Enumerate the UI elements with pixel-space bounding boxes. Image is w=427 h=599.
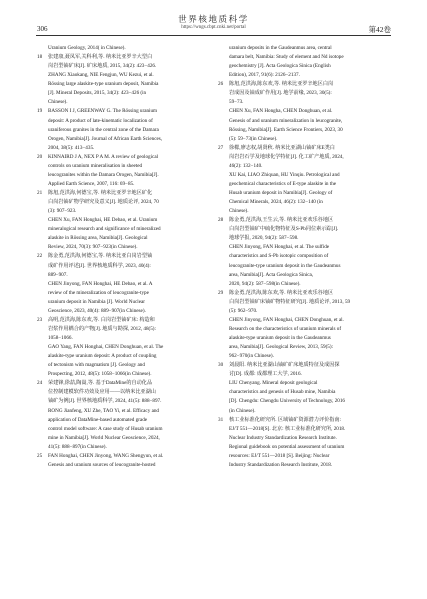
reference-text-line: Husab uranium deposit in Namibia[J]. Geology of — [229, 190, 333, 196]
reference-text-line: resources: EJ/T 551—2018 [S]. Beijing: Nuclear — [229, 452, 330, 459]
reference-text-line: Chemical Minerals, 2024, 46(2): 132−140 (in — [229, 199, 323, 206]
reference-text-line: Chinese). — [48, 99, 68, 106]
reference-text-line: Industry Standardization Research Institute, 2018. — [229, 461, 333, 468]
volume-label: 第42卷 — [368, 25, 391, 34]
reference-entry — [218, 361, 390, 415]
reference-number: 27 — [218, 144, 224, 151]
reference-entry — [37, 379, 209, 452]
reference-text-line: 岩浆作用耦合的产物[J]. 地质与勘探, 2012, 48(5): — [48, 325, 156, 332]
reference-text-line: characteristics and S-Pb isotopic composition of — [229, 253, 329, 260]
reference-text-line: Regional guidebook on potential assessment of uranium — [229, 443, 345, 450]
reference-number: 19 — [37, 108, 43, 115]
reference-number: 22 — [37, 253, 43, 260]
reference-text-line: CHEN Xu, FAN Hongha, CHEN Donghuan, et al. — [229, 108, 333, 115]
reference-text-line: ZHANG Xiaokang, NIE Fengjun, WU Kezui, et al. — [48, 72, 154, 79]
reference-text-line: 1058−1066. — [48, 335, 73, 341]
reference-text-line: 岗岩型铀矿床[J]. 矿床地质, 2015, 34(2): 423−426. — [48, 63, 157, 70]
reference-text-line: FAN Honghai, CHEN Jinyong, WANG Shengyun, et al. — [48, 452, 164, 459]
reference-text-line: uranium deposits in the Gaudeanmus area, central — [229, 45, 332, 51]
reference-text-line: CHEN Jinyong, FAN Honghai, CHEN Donghuan, et al. — [229, 316, 344, 323]
reference-text-line: 徐檬,廖志权,胡贤秋. 纳米比亚湖山铀矿床E类白 — [229, 144, 335, 151]
reference-entry — [218, 416, 390, 470]
reference-text-line: 陈旭,范洪海,何德宝,等. 纳米比亚罗辛地区矿化 — [48, 190, 153, 196]
reference-text-line: deposit: A product of late-kinematic localization of — [48, 117, 153, 124]
reference-entry — [37, 107, 209, 152]
reference-text-line: 成矿作用评述[J]. 世界核地质科学, 2023, 40(4): — [48, 262, 151, 269]
reference-text-line: GAO Yang, FAN Honghai, CHEN Donghuan, et al. The — [48, 344, 164, 351]
reference-text-line: 2020, 94(2): 587−598(in Chinese). — [229, 280, 301, 287]
reference-text-line: RONG Jianfeng, XU Zhe, TAO Yi, et al. Efficacy and — [48, 407, 159, 414]
reference-text-line: 46(2): 132−140. — [229, 162, 263, 169]
reference-text-line: CHEN Jinyong, FAN Honghai, HE Debao, et al. A — [48, 280, 153, 287]
reference-text-line: 讨[D]. 成都: 成都理工大学, 2016. — [229, 371, 302, 378]
reference-text-line: geochemistry [J]. Acta Geologica Sinica (English — [229, 63, 331, 70]
reference-text-line: review of the mineralization of leucogranite-type — [48, 289, 149, 296]
reference-entry — [37, 153, 209, 189]
reference-text-line: 岗岩岩石学及地球化学特征[J]. 化工矿产地质, 2024, — [229, 153, 344, 160]
reference-text-line: 59−73. — [229, 99, 244, 106]
reference-text-line: Genesis and uranium sources of leucogranite-hosted — [48, 461, 156, 468]
reference-text-line: 位控制建模软件功效及应用——以纳米比亚湖山 — [48, 389, 156, 396]
reference-number: 31 — [218, 416, 224, 423]
reference-text-line: 刘晨阳. 纳米比亚湖山铀矿矿床地质特征及成因探 — [229, 362, 340, 369]
reference-text-line: of tectonism with magmatism [J]. Geology and — [48, 362, 145, 369]
reference-text-line: geochemical characteristics of E-type alaskite in the — [229, 180, 337, 187]
reference-text-line: (3): 907−923. — [48, 208, 77, 215]
reference-text-line: 白岗岩铀矿物学研究及意义[J]. 地质论评, 2024, 70 — [48, 199, 159, 206]
reference-text-line: 岩成因及铀成矿作用[J]. 地学前缘, 2023, 30(5): — [229, 90, 332, 97]
reference-text-line: Uranium Geology, 2014( in Chinese). — [48, 45, 126, 51]
reference-text-line: Nuclear Industry Standardization Research Institute. — [229, 434, 337, 441]
reference-text-line: Research on the characteristics of uranium minerals of — [229, 325, 342, 332]
reference-text-line: uranium deposit in Namibia [J]. World Nuclear — [48, 298, 145, 305]
reference-text-line: 地球学报, 2020, 94(2): 587−598. — [229, 235, 299, 242]
reference-entry — [218, 80, 390, 143]
reference-text-line: (5): 59−73(in Chinese). — [229, 135, 278, 142]
reference-text-line: 41(5): 888−897(in Chinese). — [48, 443, 107, 450]
reference-text-line: [D]. Chengdu: Chengdu University of Technology, 2016 — [229, 398, 346, 405]
journal-url[interactable]: https://wngs.cbpt.cnki.net/portal — [181, 25, 246, 30]
reference-text-line: leucogranites within the Damara Orogen, Namibia[J]. — [48, 171, 159, 178]
reference-column-left — [37, 44, 209, 470]
reference-text-line: leucogranite-type uranium deposit in the Gaudeanmus — [229, 262, 341, 269]
reference-number: 26 — [218, 81, 224, 88]
reference-text-line: area, Namibia[J]. Acta Geologica Sinica, — [229, 271, 314, 278]
reference-text-line: Rössing large alaskite-type uranium deposit, Namibia — [48, 81, 159, 88]
reference-entry — [37, 252, 209, 315]
reference-entry — [218, 44, 390, 80]
page-header — [0, 0, 427, 40]
reference-text-line: 核工业标准化研究所. 区域铀矿资源潜力评价指南: — [229, 416, 341, 423]
reference-entry — [37, 189, 209, 252]
reference-text-line: (5): 962−970. — [229, 307, 258, 314]
reference-number: 24 — [37, 380, 43, 387]
reference-entry — [37, 316, 209, 379]
reference-number: 28 — [218, 217, 224, 224]
reference-entry — [218, 144, 390, 217]
reference-entry — [37, 53, 209, 107]
reference-text-line: characteristics and genesis of Husab mine, Namibia — [229, 389, 336, 396]
header-divider — [36, 35, 391, 36]
reference-text-line: 陈金勇,范洪海,何德宝,等. 纳米比亚白岗岩型铀 — [48, 253, 153, 260]
reference-text-line: 陈旭,范洪海,陈东欢,等. 纳米比亚罗辛地区白岗 — [229, 81, 334, 88]
reference-text-line: mineralogical research and significance of mineralized — [48, 226, 161, 233]
reference-text-line: 陈金勇,范洪海,王生云,等. 纳米比亚欢乐谷地区 — [229, 217, 334, 224]
reference-text-line: alaskite-type uranium deposit in the Gaudeanmus — [229, 335, 331, 341]
reference-text-line: CHEN Jinyong, FAN Honghai, et al. The sulfide — [229, 244, 330, 251]
reference-entry — [37, 44, 209, 53]
reference-text-line: 白岗岩型铀矿床铀矿物特征研究[J]. 地质论评, 2013, 59 — [229, 298, 351, 305]
journal-title: 世界核地质科学 — [178, 14, 249, 24]
reference-text-line: 白岗岩型铀矿中硫化物特征及S-Pb同位素示踪[J]. — [229, 226, 339, 233]
reference-text-line: controls on uranium mineralisation in sheeted — [48, 162, 143, 169]
reference-text-line: Rössing, Namibia[J]. Earth Science Frontiers, 2023, 30 — [229, 126, 343, 133]
reference-text-line: [J]. Mineral Deposits, 2015, 34(2): 423−426 (in — [48, 90, 147, 97]
reference-text-line: EJ/T 551—2018[S]. 北京: 核工业标准化研究所, 2018. — [229, 425, 346, 432]
reference-text-line: uraniferous granites in the central zone of the Damara — [48, 126, 159, 133]
reference-text-line: 高明,范洪海,陈东欢,等. 白岗岩型铀矿床: 构造和 — [48, 316, 155, 323]
reference-text-line: XU Kai, LIAO Zhiquan, HU Yinqiu. Petrological and — [229, 171, 340, 178]
reference-text-line: 陈金勇,范洪海,陈东欢,等. 纳米比亚欢乐谷地区 — [229, 289, 334, 296]
reference-number: 18 — [37, 54, 43, 61]
reference-text-line: Geoscience, 2023, 40(4): 889−907(in Chinese). — [48, 307, 146, 314]
reference-entry — [218, 289, 390, 362]
reference-text-line: application of DataMine-based automated grade — [48, 416, 148, 423]
reference-number: 20 — [37, 153, 43, 160]
reference-text-line: BASSON I J, GREENWAY G. The Rössing uranium — [48, 108, 158, 115]
reference-text-line: Applied Earth Science, 2007, 116: 69−85. — [48, 180, 135, 187]
reference-number: 30 — [218, 362, 224, 369]
reference-number: 21 — [37, 190, 43, 196]
reference-text-line: Genesis of and uranium mineralization in leucogranite, — [229, 117, 343, 124]
reference-text-line: (in Chinese). — [229, 407, 256, 414]
reference-text-line: area, Namibia[J]. Geological Review, 2013, 59(5): — [229, 344, 334, 351]
reference-entry — [218, 216, 390, 289]
reference-text-line: 962−970(in Chinese). — [229, 353, 274, 360]
reference-text-line: Chinese). — [229, 208, 249, 215]
reference-text-line: Review, 2024, 70(3): 907−923(in Chinese). — [48, 244, 138, 251]
reference-text-line: Prospecting, 2012, 48(5): 1058−1066(in Chinese). — [48, 371, 152, 378]
reference-text-line: alaskite in Rössing area, Namibia[J]. Geological — [48, 235, 148, 242]
reference-text-line: alaskite-type uranium deposit: A product of coupling — [48, 353, 157, 360]
reference-number: 29 — [218, 289, 224, 296]
reference-text-line: 889−907. — [48, 271, 68, 278]
reference-column-right — [218, 44, 390, 470]
reference-entry — [37, 452, 209, 470]
reference-text-line: Edition), 2017, 91(6): 2126−2137. — [229, 72, 300, 79]
reference-text-line: 2004, 38(5): 413−435. — [48, 144, 95, 151]
reference-text-line: LIU Chenyang. Mineral deposit geological — [229, 380, 318, 387]
reference-text-line: CHEN Xu, FAN Honghai, HE Debao, et al. Uranium — [48, 217, 158, 224]
page-number: 306 — [37, 25, 48, 33]
reference-text-line: Orogen, Namibia[J]. Journal of African Earth Sciences, — [48, 135, 163, 142]
reference-number: 25 — [37, 452, 43, 459]
reference-text-line: 铀矿为例[J]. 世界核地质科学, 2024, 41(5): 888−897. — [48, 398, 162, 405]
reference-number: 23 — [37, 316, 43, 323]
reference-text-line: mine in Namibia[J]. World Nuclear Geoscience, 2024, — [48, 434, 160, 441]
reference-text-line: 荣建锋,徐喆,陶嵩,等. 基于DataMine的自动化品 — [48, 380, 153, 387]
reference-text-line: KINNAIRD J A, NEX P A M. A review of geological — [48, 153, 159, 160]
reference-text-line: damara belt, Namibia: Study of element and Nd isotope — [229, 54, 344, 61]
reference-text-line: control model software: A case study of Husab uranium — [48, 425, 163, 432]
reference-text-line: 张建康,聂凤军,关科利,等. 纳米比亚罗辛大型白 — [48, 54, 153, 61]
